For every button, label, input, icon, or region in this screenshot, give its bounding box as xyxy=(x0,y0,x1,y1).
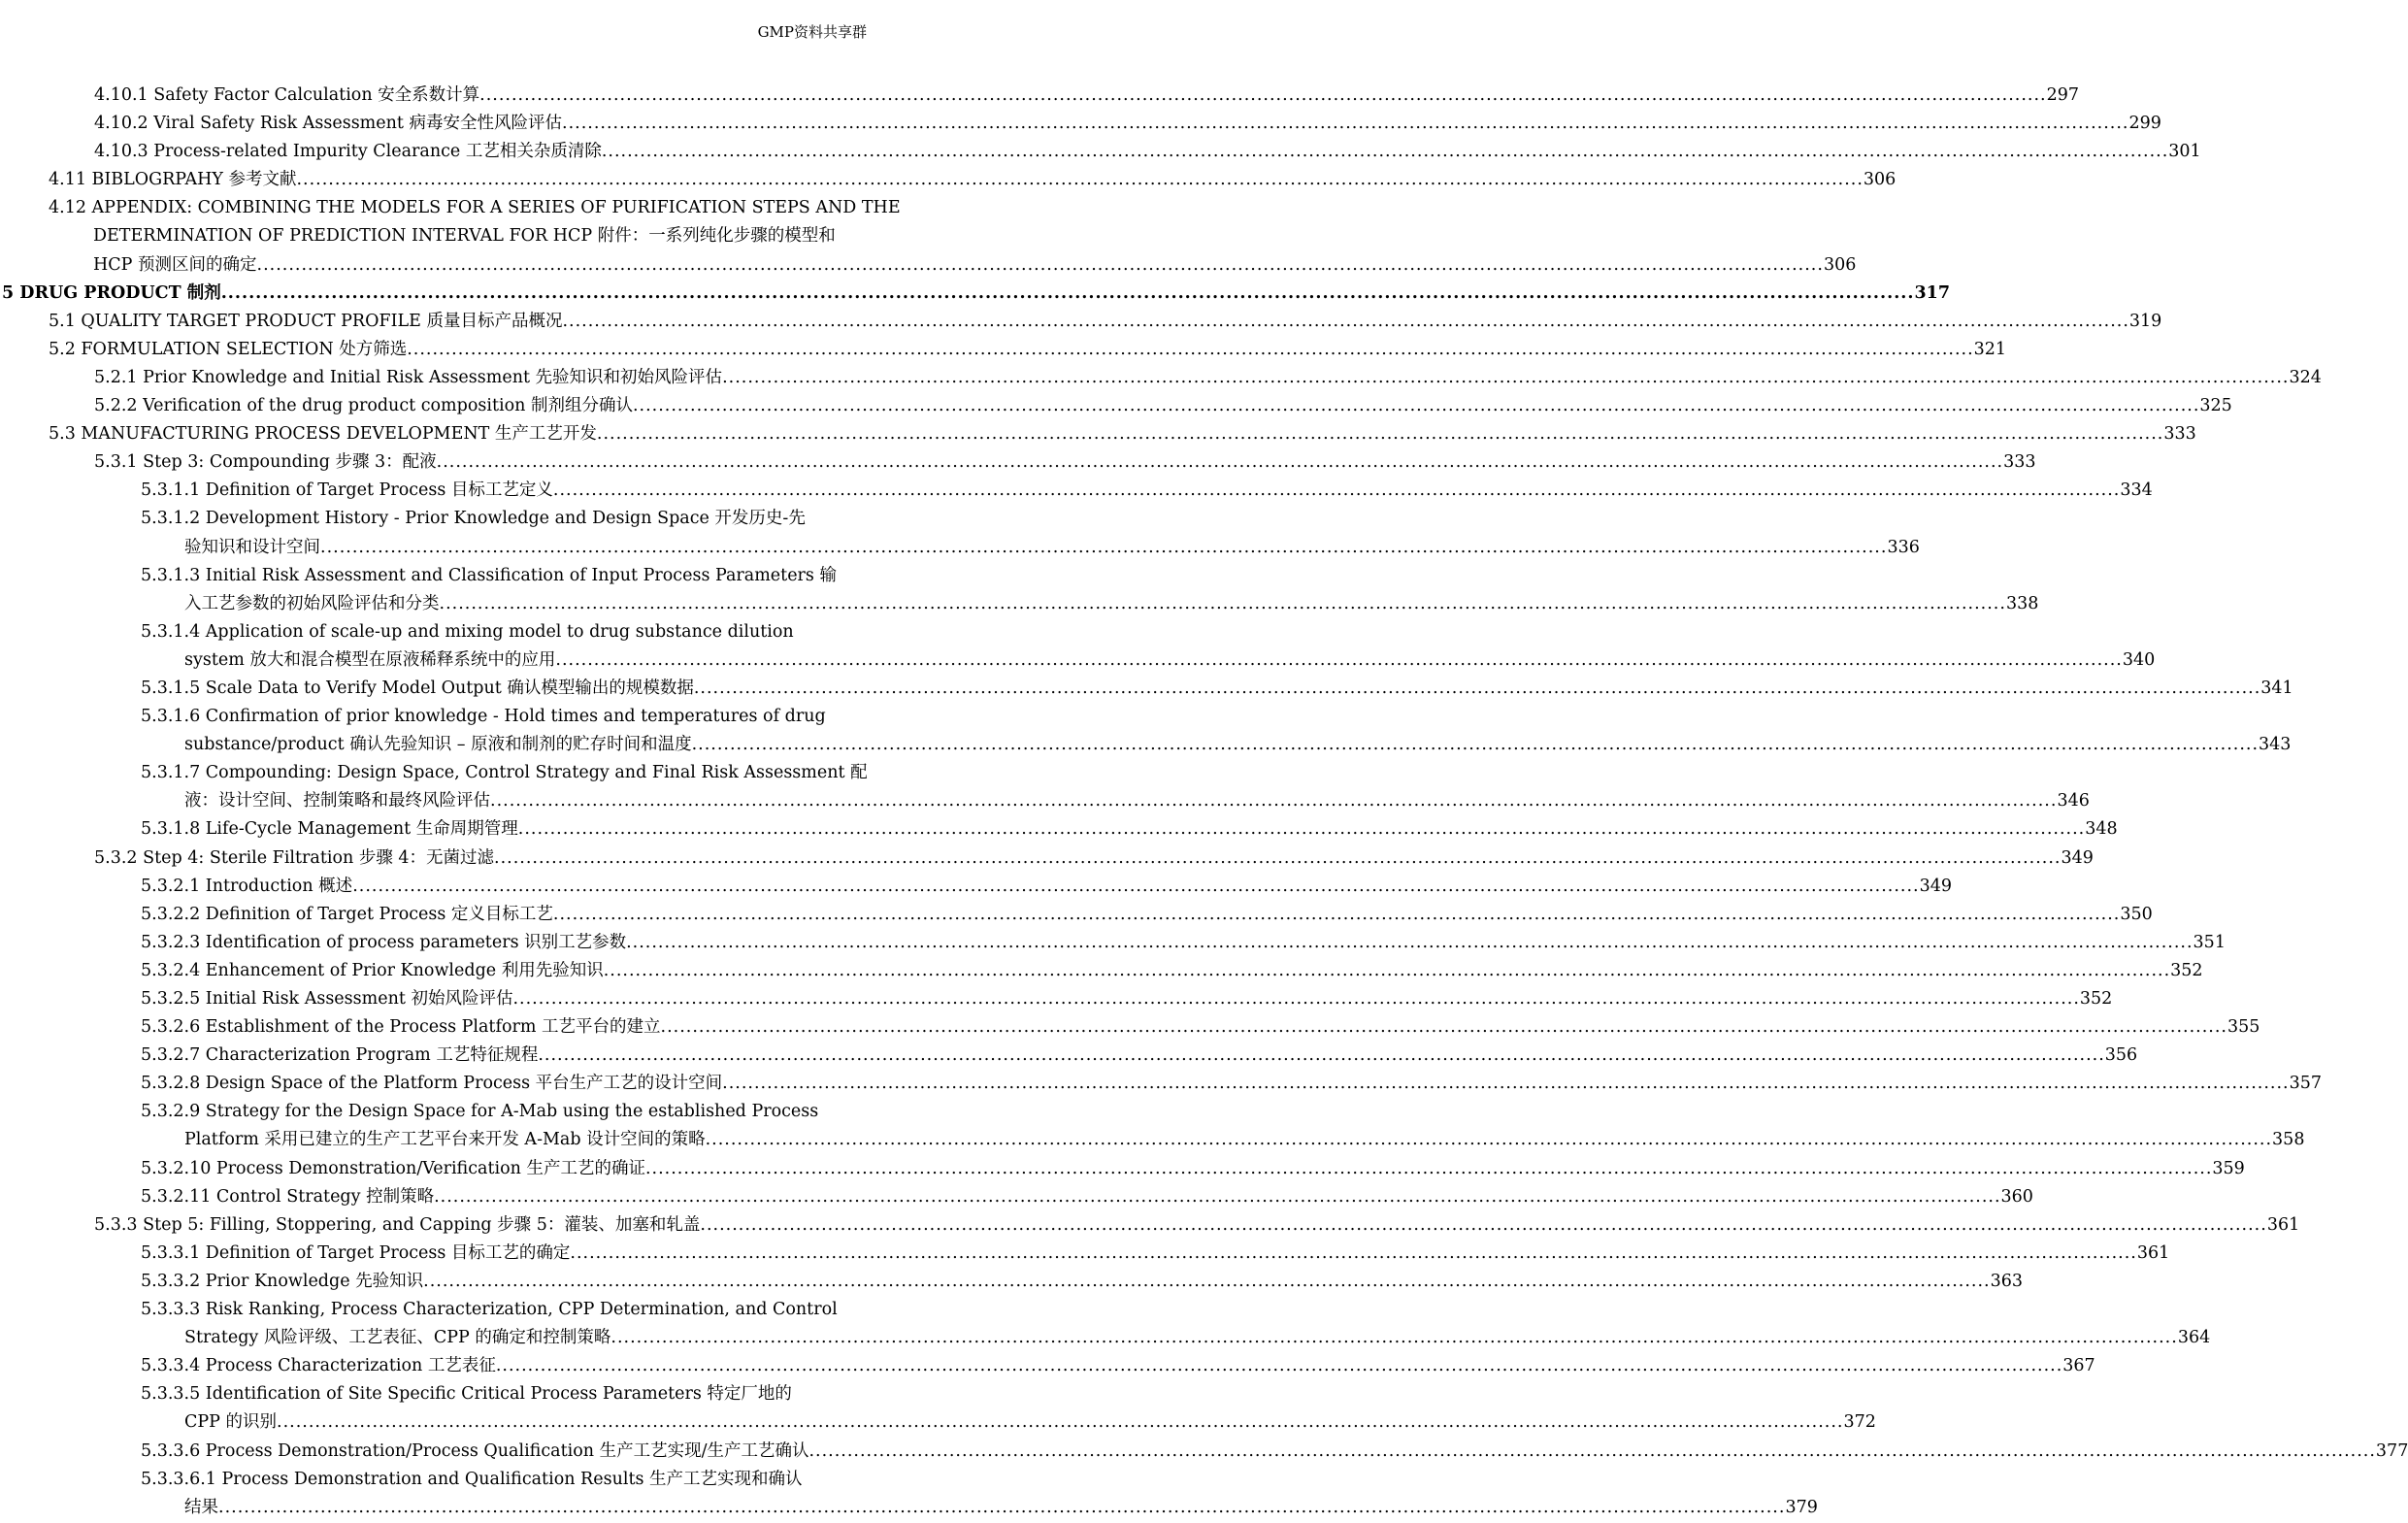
toc-entry[interactable] xyxy=(0,138,2201,166)
toc-entry-title-row xyxy=(141,675,2293,703)
toc-page-number: 352 xyxy=(2170,960,2203,980)
toc-entry-title-row xyxy=(141,1183,2033,1211)
toc-entry-title-row xyxy=(184,1494,1818,1522)
toc-entry-title-row xyxy=(141,1155,2245,1183)
toc-leader-dots xyxy=(512,985,2079,1013)
toc-leader-dots xyxy=(562,308,2128,336)
toc-page-number: 372 xyxy=(1843,1412,1876,1433)
toc-entry-title: 5 DRUG PRODUCT 制剂 xyxy=(2,282,221,303)
toc-entry-title-row xyxy=(184,1324,2211,1352)
toc-entry-title-row xyxy=(94,844,2094,873)
toc-page-number: 334 xyxy=(2120,480,2153,501)
toc-entry[interactable] xyxy=(0,1211,2300,1240)
toc-leader-dots xyxy=(722,364,2289,392)
toc-entry[interactable] xyxy=(0,82,2080,110)
toc-entry-line: 4.12 APPENDIX: COMBINING THE MODELS FOR A SERIES OF PURIFICATION STEPS AND THE xyxy=(49,198,901,218)
toc-entry[interactable] xyxy=(0,1240,2170,1268)
toc-entry-title: 验知识和设计空间 xyxy=(184,537,320,557)
toc-entry[interactable] xyxy=(0,166,1897,194)
toc-leader-dots xyxy=(277,1408,1843,1437)
toc-page-number: 357 xyxy=(2289,1074,2323,1094)
toc-entry[interactable] xyxy=(0,477,2153,505)
toc-entry-title-row xyxy=(184,1126,2305,1154)
toc-entry[interactable] xyxy=(0,901,2153,929)
toc-entry[interactable] xyxy=(0,703,2292,759)
toc-entry-title: 4.11 BIBLOGRPAHY 参考文献 xyxy=(49,170,297,190)
toc-page-number: 317 xyxy=(1914,282,1951,303)
toc-leader-dots xyxy=(808,1438,2375,1466)
toc-leader-dots xyxy=(626,929,2193,957)
toc-leader-dots xyxy=(490,787,2057,815)
toc-page-number: 343 xyxy=(2259,735,2292,755)
toc-entry-title: 5.3.2.3 Identification of process parameters 识别工艺参数 xyxy=(141,932,627,952)
toc-page-number: 346 xyxy=(2057,791,2090,811)
toc-entry-title: 5.3.3 Step 5: Filling, Stoppering, and Capping 步骤 5：灌装、加塞和轧盖 xyxy=(94,1214,701,1235)
toc-page-number: 306 xyxy=(1823,254,1857,275)
toc-entry[interactable] xyxy=(0,957,2203,985)
toc-leader-dots xyxy=(570,1240,2136,1268)
toc-entry-line: 5.3.1.4 Application of scale-up and mixing model to drug substance dilution xyxy=(141,621,794,642)
toc-entry-title-row xyxy=(141,901,2153,929)
toc-entry-title: 5.3.2.6 Establishment of the Process Platform 工艺平台的建立 xyxy=(141,1017,661,1038)
toc-entry-line: 5.3.2.9 Strategy for the Design Space for A-Mab using the established Process xyxy=(141,1102,819,1122)
toc-leader-dots xyxy=(694,675,2260,703)
toc-entry-title: 结果 xyxy=(184,1497,218,1517)
toc-entry-line: 5.3.1.7 Compounding: Design Space, Control Strategy and Final Risk Assessment 配 xyxy=(141,763,868,783)
toc-entry[interactable] xyxy=(0,1296,2211,1352)
toc-entry[interactable] xyxy=(0,562,2039,618)
toc-entry-title: 4.10.3 Process-related Impurity Clearance 工艺相关杂质清除 xyxy=(94,142,602,162)
toc-entry[interactable] xyxy=(0,985,2113,1013)
toc-entry[interactable] xyxy=(0,1183,2033,1211)
toc-entry-title-row xyxy=(141,1240,2170,1268)
toc-leader-dots xyxy=(352,873,1919,901)
toc-page-number: 321 xyxy=(1973,339,2007,359)
toc-entry[interactable] xyxy=(0,1098,2305,1154)
toc-leader-dots xyxy=(440,590,2006,618)
toc-leader-dots xyxy=(496,1352,2062,1380)
toc-page-number: 349 xyxy=(1919,876,1953,896)
toc-leader-dots xyxy=(597,420,2163,448)
toc-entry-title: 5.3.1 Step 3: Compounding 步骤 3：配液 xyxy=(94,452,437,473)
toc-entry[interactable] xyxy=(0,1070,2323,1098)
toc-leader-dots xyxy=(633,392,2199,420)
toc-leader-dots xyxy=(610,1324,2177,1352)
toc-leader-dots xyxy=(722,1070,2289,1098)
toc-entry[interactable] xyxy=(0,1438,2408,1466)
toc-entry[interactable] xyxy=(0,618,2156,675)
toc-entry[interactable] xyxy=(0,392,2232,420)
toc-entry-title: 4.10.2 Viral Safety Risk Assessment 病毒安全性风险评估 xyxy=(94,114,563,134)
toc-leader-dots xyxy=(257,251,1824,280)
toc-entry-line: 5.3.1.3 Initial Risk Assessment and Classification of Input Process Parameters 输 xyxy=(141,565,837,585)
toc-entry-title: 液：设计空间、控制策略和最终风险评估 xyxy=(184,791,490,811)
toc-page-number: 364 xyxy=(2177,1328,2211,1348)
toc-entry-title-row xyxy=(184,590,2039,618)
toc-page-number: 377 xyxy=(2375,1440,2408,1461)
toc-entry-title: 5.3.2.4 Enhancement of Prior Knowledge 利用先验知识 xyxy=(141,960,604,980)
toc-entry-title-row xyxy=(141,1042,2138,1070)
toc-entry-title-row xyxy=(141,985,2113,1013)
toc-entry[interactable] xyxy=(0,420,2196,448)
toc-leader-dots xyxy=(538,1042,2104,1070)
toc-entry-title-row xyxy=(94,392,2232,420)
toc-page-number: 348 xyxy=(2085,819,2118,840)
toc-entry-title: 5.3.1.8 Life-Cycle Management 生命周期管理 xyxy=(141,819,518,840)
toc-entry-title: 5.3.2.8 Design Space of the Platform Process 平台生产工艺的设计空间 xyxy=(141,1074,723,1094)
toc-page-number: 355 xyxy=(2227,1017,2260,1038)
toc-entry-title-row xyxy=(94,110,2161,138)
toc-entry-title-row xyxy=(2,280,1951,308)
toc-leader-dots xyxy=(553,901,2120,929)
toc-entry[interactable] xyxy=(0,194,1857,279)
toc-leader-dots xyxy=(692,731,2259,759)
toc-entry[interactable] xyxy=(0,1380,1876,1437)
toc-page-number: 361 xyxy=(2136,1242,2170,1263)
toc-entry-title-row xyxy=(141,1070,2323,1098)
toc-entry-title: 5.3.2.7 Characterization Program 工艺特征规程 xyxy=(141,1045,539,1066)
toc-leader-dots xyxy=(437,448,2003,477)
toc-entry[interactable] xyxy=(0,336,2007,364)
toc-entry[interactable] xyxy=(0,844,2094,873)
toc-entry-title-row xyxy=(94,1211,2300,1240)
toc-entry[interactable] xyxy=(0,815,2118,844)
toc-entry[interactable] xyxy=(0,505,1920,561)
toc-page-number: 351 xyxy=(2193,932,2226,952)
toc-page-number: 341 xyxy=(2260,678,2293,698)
toc-page-number: 350 xyxy=(2120,904,2153,924)
toc-entry-title-row xyxy=(141,1268,2023,1296)
toc-entry-title-row xyxy=(141,477,2153,505)
toc-page-number: 356 xyxy=(2104,1045,2138,1066)
toc-page-number: 299 xyxy=(2128,114,2161,134)
toc-entry-title: 5.3.2.2 Definition of Target Process 定义目标工艺 xyxy=(141,904,553,924)
toc-entry[interactable] xyxy=(0,1466,1818,1522)
toc-leader-dots xyxy=(602,138,2168,166)
toc-page-number: 352 xyxy=(2079,989,2113,1010)
toc-leader-dots xyxy=(553,477,2120,505)
toc-page-number: 338 xyxy=(2005,593,2039,613)
toc-entry-title-row xyxy=(49,420,2196,448)
toc-page-number: 367 xyxy=(2062,1356,2095,1376)
toc-entry-title: HCP 预测区间的确定 xyxy=(93,254,257,275)
toc-page-number: 361 xyxy=(2266,1214,2300,1235)
toc-entry[interactable] xyxy=(0,759,2090,815)
toc-entry[interactable] xyxy=(0,448,2036,477)
toc-page-number: 325 xyxy=(2199,396,2232,416)
toc-leader-dots xyxy=(562,110,2128,138)
toc-page-number: 360 xyxy=(2000,1186,2033,1207)
toc-entry-title-row xyxy=(141,929,2226,957)
toc-entry[interactable] xyxy=(0,308,2162,336)
toc-entry-title-row xyxy=(141,873,1953,901)
toc-leader-dots xyxy=(296,166,1863,194)
toc-page-number: 336 xyxy=(1887,537,1920,557)
toc-leader-dots xyxy=(518,815,2085,844)
toc-entry-title-row xyxy=(141,1438,2408,1466)
toc-entry-title-row xyxy=(94,364,2322,392)
toc-page-number: 359 xyxy=(2212,1158,2245,1178)
toc-entry-title: substance/product 确认先验知识 – 原液和制剂的贮存时间和温度 xyxy=(184,735,692,755)
toc-entry[interactable] xyxy=(0,1352,2095,1380)
toc-leader-dots xyxy=(407,336,1973,364)
toc-entry-title: 5.3.2.11 Control Strategy 控制策略 xyxy=(141,1186,435,1207)
toc-leader-dots xyxy=(218,1494,1785,1522)
toc-entry-title: 5.3.2.5 Initial Risk Assessment 初始风险评估 xyxy=(141,989,513,1010)
toc-entry[interactable] xyxy=(0,1013,2260,1042)
toc-page-number: 379 xyxy=(1785,1497,1818,1517)
toc-entry-line: DETERMINATION OF PREDICTION INTERVAL FOR HCP 附件：一系列纯化步骤的模型和 xyxy=(93,226,836,247)
toc-entry[interactable] xyxy=(0,280,1951,308)
toc-entry-title: 5.3.1.1 Definition of Target Process 目标工艺定义 xyxy=(141,480,553,501)
toc-entry-title-row xyxy=(141,1352,2095,1380)
toc-leader-dots xyxy=(555,646,2122,675)
toc-entry-line: 5.3.3.6.1 Process Demonstration and Qualification Results 生产工艺实现和确认 xyxy=(141,1469,803,1489)
toc-entry-title: 5.3.1.5 Scale Data to Verify Model Output 确认模型输出的规模数据 xyxy=(141,678,694,698)
toc-entry-title-row xyxy=(94,448,2036,477)
toc-leader-dots xyxy=(221,280,1915,308)
toc-entry-title-row xyxy=(184,787,2090,815)
toc-page-number: 306 xyxy=(1863,170,1897,190)
toc-entry-title: 4.10.1 Safety Factor Calculation 安全系数计算 xyxy=(94,85,480,105)
toc-entry-title: 5.3 MANUFACTURING PROCESS DEVELOPMENT 生产工艺开发 xyxy=(49,424,597,445)
toc-leader-dots xyxy=(645,1155,2212,1183)
toc-leader-dots xyxy=(320,534,1887,562)
toc-entry-title: Platform 采用已建立的生产工艺平台来开发 A-Mab 设计空间的策略 xyxy=(184,1130,706,1150)
toc-entry-title-row xyxy=(184,646,2156,675)
toc-leader-dots xyxy=(700,1211,2266,1240)
toc-entry-title-row xyxy=(49,308,2162,336)
toc-entry-title-row xyxy=(141,815,2118,844)
toc-leader-dots xyxy=(423,1268,1990,1296)
toc-page-number: 333 xyxy=(2003,452,2036,473)
toc-entry-title: Strategy 风险评级、工艺表征、CPP 的确定和控制策略 xyxy=(184,1328,611,1348)
toc-page-number: 363 xyxy=(1990,1271,2023,1291)
toc-entry-title: 5.2 FORMULATION SELECTION 处方筛选 xyxy=(49,339,408,359)
toc-page-number: 340 xyxy=(2122,649,2156,670)
toc-entry-title: 5.3.3.6 Process Demonstration/Process Qualification 生产工艺实现/生产工艺确认 xyxy=(141,1440,809,1461)
toc-page-number: 297 xyxy=(2046,85,2080,105)
toc-entry-title-row xyxy=(94,82,2080,110)
toc-entry-title-row xyxy=(49,336,2007,364)
toc-entry-title: 5.3.2.1 Introduction 概述 xyxy=(141,876,353,896)
toc-entry[interactable] xyxy=(0,1268,2023,1296)
toc-entry-title-row xyxy=(141,1013,2260,1042)
toc-entry-title: 5.3.2.10 Process Demonstration/Verification 生产工艺的确证 xyxy=(141,1158,645,1178)
toc-entry-title-row xyxy=(141,957,2203,985)
toc-entry-title: 入工艺参数的初始风险评估和分类 xyxy=(184,593,440,613)
toc-entry[interactable] xyxy=(0,1155,2245,1183)
toc-entry-title-row xyxy=(184,731,2292,759)
toc-entry[interactable] xyxy=(0,364,2322,392)
toc-entry-line: 5.3.3.5 Identification of Site Specific Critical Process Parameters 特定厂地的 xyxy=(141,1384,792,1405)
toc-entry-title: 5.2.2 Verification of the drug product composition 制剂组分确认 xyxy=(94,396,633,416)
toc-entry-title-row xyxy=(49,166,1897,194)
toc-entry-line: 5.3.1.6 Confirmation of prior knowledge - Hold times and temperatures of drug xyxy=(141,707,826,727)
toc-entry-title-row xyxy=(93,251,1857,280)
toc-page-number: 358 xyxy=(2272,1130,2305,1150)
toc-page-number: 324 xyxy=(2289,367,2322,387)
toc-entry[interactable] xyxy=(0,110,2161,138)
toc-entry-title: 5.1 QUALITY TARGET PRODUCT PROFILE 质量目标产品概况 xyxy=(49,311,563,331)
toc-entry-line: 5.3.3.3 Risk Ranking, Process Characterization, CPP Determination, and Control xyxy=(141,1300,838,1320)
toc-leader-dots xyxy=(706,1126,2272,1154)
toc-entry-title: 5.3.3.4 Process Characterization 工艺表征 xyxy=(141,1356,496,1376)
page-header: GMP资料共享群 xyxy=(757,23,867,41)
toc-leader-dots xyxy=(479,82,2046,110)
toc-entry-title: 5.3.3.2 Prior Knowledge 先验知识 xyxy=(141,1271,424,1291)
toc-entry[interactable] xyxy=(0,675,2293,703)
toc-entry-title: system 放大和混合模型在原液稀释系统中的应用 xyxy=(184,649,556,670)
toc-entry-title: CPP 的识别 xyxy=(184,1412,278,1433)
toc-entry-line: 5.3.1.2 Development History - Prior Knowledge and Design Space 开发历史-先 xyxy=(141,509,806,529)
toc-entry-title: 5.3.3.1 Definition of Target Process 目标工艺的确定 xyxy=(141,1242,571,1263)
toc-leader-dots xyxy=(434,1183,2000,1211)
toc-entry-title-row xyxy=(184,534,1920,562)
toc-entry-title-row xyxy=(94,138,2201,166)
toc-entry[interactable] xyxy=(0,873,1953,901)
toc-entry-title: 5.3.2 Step 4: Sterile Filtration 步骤 4：无菌过滤 xyxy=(94,847,495,868)
toc-page-number: 333 xyxy=(2163,424,2196,445)
toc-entry[interactable] xyxy=(0,929,2226,957)
toc-entry-title-row xyxy=(184,1408,1876,1437)
table-of-contents xyxy=(0,82,2408,1522)
toc-leader-dots xyxy=(604,957,2170,985)
toc-entry-title: 5.2.1 Prior Knowledge and Initial Risk Assessment 先验知识和初始风险评估 xyxy=(94,367,723,387)
toc-leader-dots xyxy=(661,1013,2227,1042)
toc-page-number: 319 xyxy=(2128,311,2162,331)
toc-entry[interactable] xyxy=(0,1042,2138,1070)
toc-leader-dots xyxy=(494,844,2061,873)
toc-page-number: 349 xyxy=(2061,847,2094,868)
toc-page-number: 301 xyxy=(2168,142,2201,162)
